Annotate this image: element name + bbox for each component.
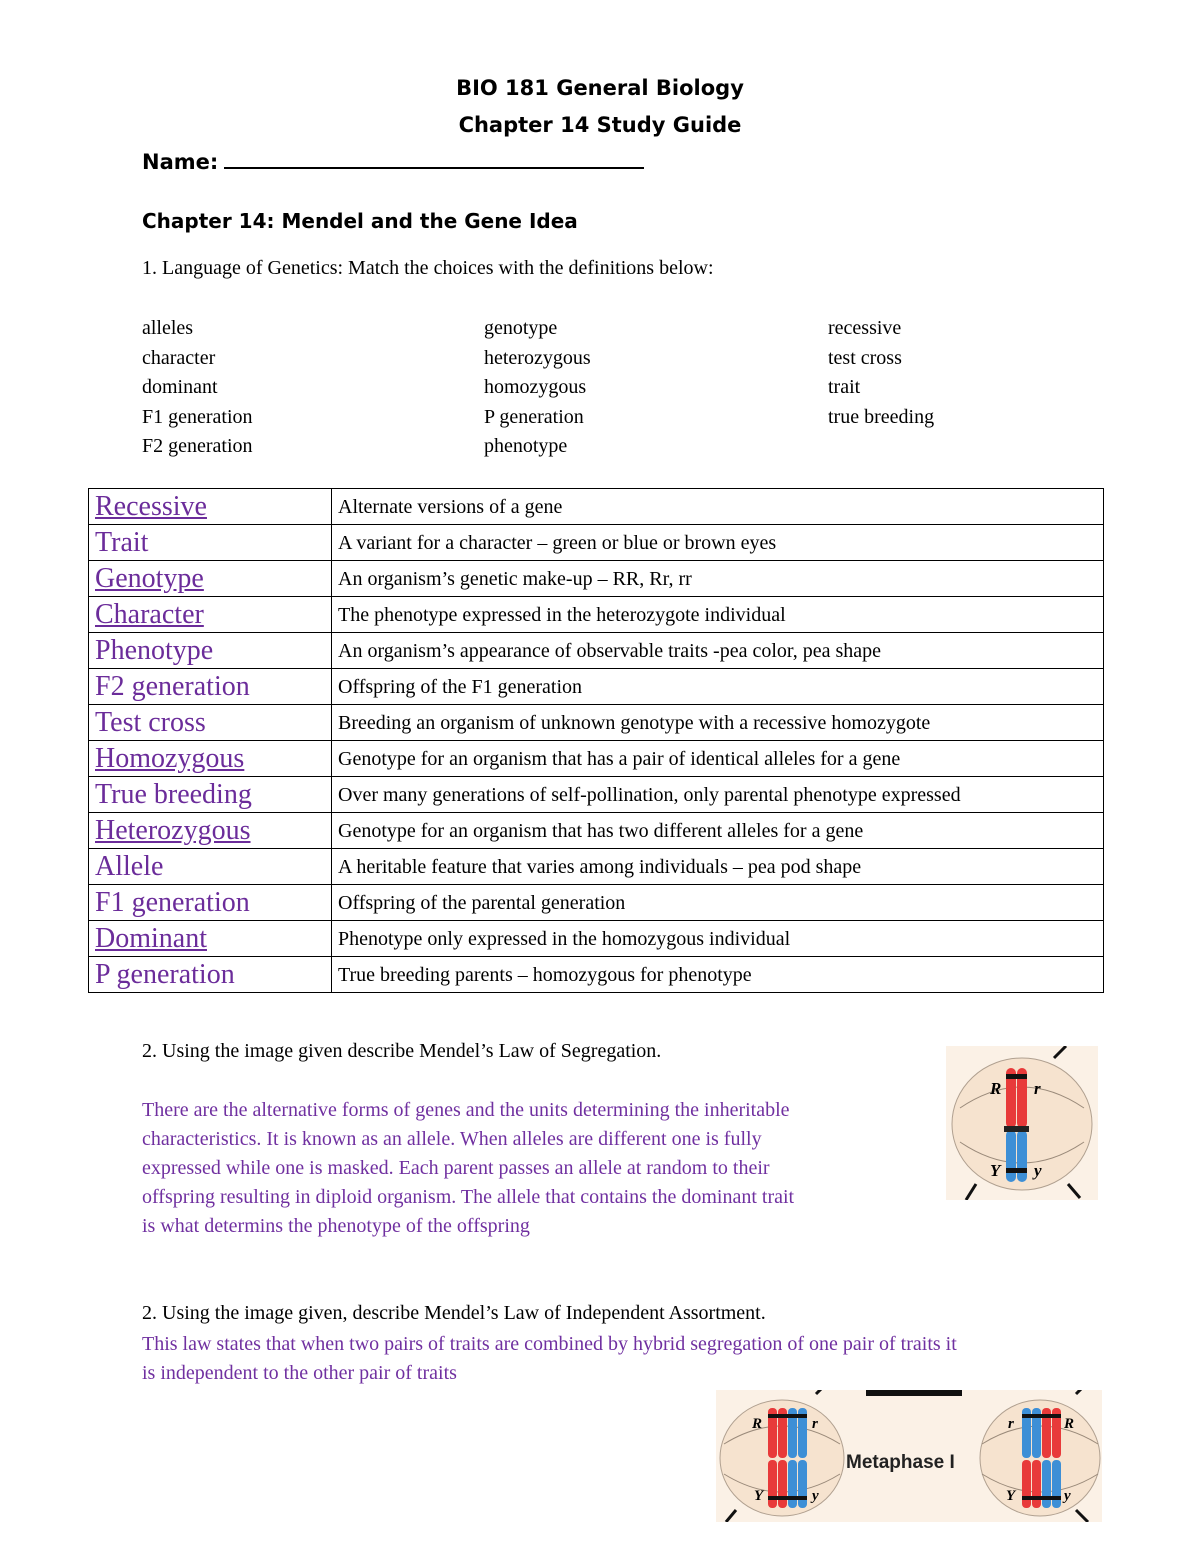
answer-term: Recessive — [89, 489, 332, 525]
definition-cell: Offspring of the F1 generation — [332, 669, 1104, 705]
table-row — [89, 777, 1104, 813]
choice-item: trait — [828, 376, 861, 398]
name-label: Name: — [142, 150, 219, 174]
table-row — [89, 849, 1104, 885]
choices-column-1 — [142, 314, 253, 462]
right-allele-y: y — [1064, 1488, 1071, 1504]
independent-assortment-figure — [716, 1390, 1102, 1522]
choice-item: dominant — [142, 376, 218, 398]
table-row — [89, 561, 1104, 597]
answer-term: Test cross — [89, 705, 332, 741]
table-row — [89, 957, 1104, 993]
answer-term: Phenotype — [89, 633, 332, 669]
definition-cell: Phenotype only expressed in the homozygous individual — [332, 921, 1104, 957]
choice-item: genotype — [484, 317, 558, 339]
matching-table — [88, 488, 1104, 993]
table-row — [89, 525, 1104, 561]
right-allele-Y: Y — [1006, 1488, 1016, 1504]
name-blank-line — [224, 149, 644, 169]
answer-term: Allele — [89, 849, 332, 885]
choice-item: F1 generation — [142, 405, 253, 428]
segregation-cell-diagram — [946, 1046, 1098, 1200]
definition-cell: Genotype for an organism that has a pair of identical alleles for a gene — [332, 741, 1104, 777]
q3-prompt: 2. Using the image given, describe Mendel’s Law of Independent Assortment. — [142, 1302, 766, 1324]
answer-term: Dominant — [89, 921, 332, 957]
q3-answer — [142, 1330, 957, 1388]
metaphase-diagram — [716, 1390, 1102, 1522]
choice-item: heterozygous — [484, 346, 591, 369]
answer-term: F2 generation — [89, 669, 332, 705]
answer-term: F1 generation — [89, 885, 332, 921]
q1-prompt: 1. Language of Genetics: Match the choices with the definitions below: — [142, 257, 714, 279]
answer-line: expressed while one is masked. Each parent passes an allele at random to their — [142, 1157, 770, 1179]
definition-cell: The phenotype expressed in the heterozygote individual — [332, 597, 1104, 633]
definition-cell: Alternate versions of a gene — [332, 489, 1104, 525]
choice-item: P generation — [484, 405, 584, 428]
left-allele-r: r — [812, 1416, 818, 1432]
left-allele-Y: Y — [754, 1488, 764, 1504]
table-row — [89, 633, 1104, 669]
table-row — [89, 705, 1104, 741]
table-row — [89, 489, 1104, 525]
allele-label-y: y — [1034, 1161, 1042, 1180]
table-row — [89, 741, 1104, 777]
answer-line: is what determins the phenotype of the offspring — [142, 1215, 530, 1237]
right-allele-R: R — [1064, 1416, 1075, 1432]
definition-cell: Breeding an organism of unknown genotype with a recessive homozygote — [332, 705, 1104, 741]
segregation-figure — [946, 1046, 1098, 1200]
choice-item: true breeding — [828, 405, 935, 428]
answer-term: P generation — [89, 957, 332, 993]
definition-cell: True breeding parents – homozygous for phenotype — [332, 957, 1104, 993]
allele-label-Y: Y — [990, 1161, 1001, 1180]
left-allele-R: R — [752, 1416, 763, 1432]
choice-item: phenotype — [484, 435, 568, 457]
choice-item: homozygous — [484, 376, 587, 398]
definition-cell: Genotype for an organism that has two different alleles for a gene — [332, 813, 1104, 849]
answer-term: True breeding — [89, 777, 332, 813]
q2-answer — [142, 1096, 794, 1241]
answer-line: offspring resulting in diploid organism. The allele that contains the dominant trait — [142, 1186, 795, 1208]
allele-label-R: R — [990, 1079, 1002, 1098]
choice-item: recessive — [828, 317, 902, 339]
table-row — [89, 669, 1104, 705]
definition-cell: An organism’s genetic make-up – RR, Rr, rr — [332, 561, 1104, 597]
right-allele-r: r — [1008, 1416, 1014, 1432]
answer-term: Character — [89, 597, 332, 633]
q2-prompt: 2. Using the image given describe Mendel’s Law of Segregation. — [142, 1040, 662, 1062]
definition-cell: Over many generations of self-pollination, only parental phenotype expressed — [332, 777, 1104, 813]
choice-item: alleles — [142, 317, 194, 339]
choice-item: character — [142, 346, 216, 369]
table-row — [89, 885, 1104, 921]
left-allele-y: y — [812, 1488, 819, 1504]
table-row — [89, 813, 1104, 849]
definition-cell: Offspring of the parental generation — [332, 885, 1104, 921]
answer-line: This law states that when two pairs of traits are combined by hybrid segregation of one pair of traits it — [142, 1333, 957, 1355]
choices-column-3 — [828, 314, 934, 432]
choice-item: test cross — [828, 346, 902, 369]
table-row — [89, 597, 1104, 633]
allele-label-r: r — [1034, 1079, 1041, 1098]
choice-item: F2 generation — [142, 435, 253, 457]
definition-cell: A heritable feature that varies among individuals – pea pod shape — [332, 849, 1104, 885]
answer-term: Genotype — [89, 561, 332, 597]
answer-line: There are the alternative forms of genes and the units determining the inheritable — [142, 1099, 790, 1121]
choices-column-2 — [484, 314, 591, 462]
answer-term: Trait — [89, 525, 332, 561]
chapter-heading: Chapter 14: Mendel and the Gene Idea — [142, 209, 578, 233]
course-title: BIO 181 General Biology — [456, 76, 744, 100]
answer-term: Heterozygous — [89, 813, 332, 849]
definition-cell: A variant for a character – green or blue or brown eyes — [332, 525, 1104, 561]
name-field — [142, 149, 644, 174]
answer-line: characteristics. It is known as an allele. When alleles are different one is fully — [142, 1128, 762, 1150]
definition-cell: An organism’s appearance of observable traits -pea color, pea shape — [332, 633, 1104, 669]
answer-term: Homozygous — [89, 741, 332, 777]
study-guide-title: Chapter 14 Study Guide — [458, 113, 742, 137]
answer-line: is independent to the other pair of traits — [142, 1362, 457, 1384]
metaphase-caption: Metaphase I — [846, 1452, 955, 1473]
table-row — [89, 921, 1104, 957]
